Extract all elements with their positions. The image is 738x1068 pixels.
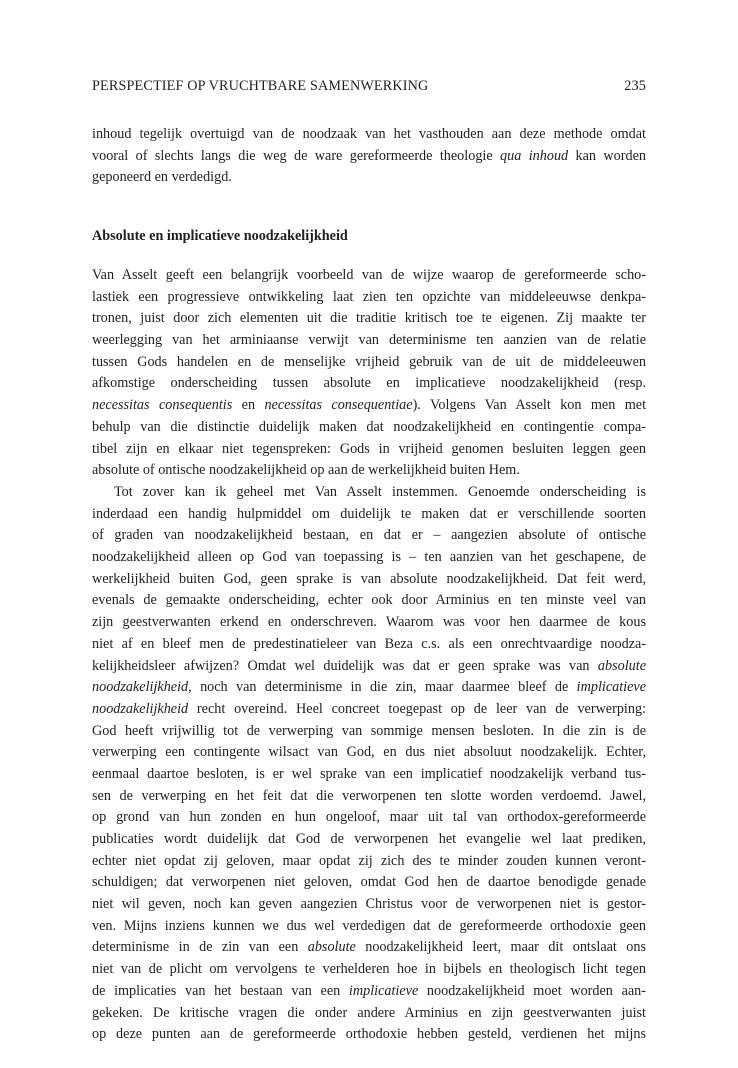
p2-line-11-italic: noodzakelijkheid [92, 700, 189, 717]
p1-line-7-italic-2: necessitas consequentiae [264, 397, 413, 414]
p1-line-6: afkomstige onderscheiding tussen absolute en implicatieve noodzakelijkheid (resp. [92, 375, 646, 392]
p2-line-9-a: kelijkheidsleer afwijzen? Omdat wel duidelijk was dat er geen sprake was van [92, 657, 598, 674]
intro-line-2-italic: qua inhoud [500, 147, 569, 164]
intro-line-3: geponeerd en verdedigd. [92, 169, 232, 186]
p1-line-2: lastiek een progressieve ontwikkeling laat zien ten opzichte van middeleeuwse denkpa- [92, 288, 646, 305]
p2-line-24-a: de implicaties van het bestaan van een [92, 982, 349, 999]
page-number: 235 [624, 78, 646, 94]
p2-line-16: op grond van hun zonden en hun ongeloof, maar uit tal van orthodox-gereformeerde [92, 809, 646, 826]
p2-line-8: niet af en bleef men de predestinatieleer van Beza c.s. als een onrechtvaardige noodza- [92, 635, 646, 652]
p2-line-5: werkelijkheid buiten God, geen sprake is van absolute noodzakelijkheid. Dat feit werd, [92, 570, 646, 587]
p1-line-7 [92, 395, 646, 417]
p2-line-12: God heeft vrijwillig tot de verwerping van sommige mensen besloten. In die zin is de [92, 722, 646, 739]
p2-line-10-italic-1: noodzakelijkheid [92, 679, 189, 696]
p2-line-24-c: noodzakelijkheid moet worden aan- [418, 982, 646, 999]
p2-line-22-c: noodzakelijkheid leert, maar dit ontslaat ons [355, 939, 647, 956]
intro-paragraph [92, 124, 646, 189]
p2-line-10-italic-2: implicatieve [576, 679, 646, 696]
p1-line-1: Van Asselt geeft een belangrijk voorbeeld van de wijze waarop de gereformeerde scho- [92, 267, 646, 283]
paragraph-1 [92, 265, 646, 482]
p2-line-10 [92, 677, 646, 699]
p2-line-26: op deze punten aan de gereformeerde orthodoxie hebben gesteld, verdienen het mijns [92, 1026, 646, 1043]
p2-line-10-b: , noch van determinisme in die zin, maar daarmee bleef de [188, 679, 577, 696]
p2-line-1: Tot zover kan ik geheel met Van Asselt instemmen. Genoemde onderscheiding is [114, 484, 646, 500]
p2-line-22-a: determinisme in de zin van een [92, 939, 308, 956]
intro-line-2-a: vooral of slechts langs die weg de ware gereformeerde theologie [92, 147, 501, 164]
p1-line-4: weerlegging van het arminiaanse verwijt van determinisme ten aanzien van de relatie [92, 332, 646, 349]
p2-line-9-italic: absolute [597, 657, 646, 674]
p1-line-7-d: ). Volgens Van Asselt kon men met [412, 397, 647, 414]
p1-line-10: absolute of ontische noodzakelijkheid op aan de werkelijkheid buiten Hem. [92, 462, 520, 479]
section-heading: Absolute en implicatieve noodzakelijkheid [92, 228, 348, 244]
p2-line-2: inderdaad een handig hulpmiddel om duidelijk te maken dat er verschillende soorten [92, 505, 646, 522]
p2-line-20: niet wil geven, noch kan geven aangezien Christus voor de verworpenen niet is gestor- [92, 896, 646, 913]
p1-line-7-italic-1: necessitas consequentis [92, 397, 233, 414]
p2-line-9 [92, 656, 646, 678]
p2-line-7: zijn geestverwanten erkend en onderschreven. Waarom was voor hen daarmee de kous [92, 614, 646, 631]
p1-line-3: tronen, juist door zich elementen uit die traditie kritisch toe te eigenen. Zij maakte ter [92, 310, 646, 327]
intro-line-2 [92, 146, 646, 168]
p2-line-21: ven. Mijns inziens kunnen we dus wel verdedigen dat de gereformeerde orthodoxie geen [92, 917, 646, 934]
p2-line-22-italic: absolute [307, 939, 356, 956]
running-head [92, 78, 646, 100]
intro-line-2-c: kan worden [568, 147, 646, 164]
p2-line-25: gekeken. De kritische vragen die onder andere Arminius en zijn geestverwanten juist [92, 1004, 646, 1021]
running-head-title: PERSPECTIEF OP VRUCHTBARE SAMENWERKING [92, 78, 429, 94]
p2-line-24-italic: implicatieve [348, 982, 419, 999]
intro-line-1: inhoud tegelijk overtuigd van de noodzaak van het vasthouden aan deze methode omdat [92, 126, 646, 142]
p1-line-8: behulp van die distinctie duidelijk maken dat noodzakelijkheid en contingentie compa- [92, 418, 646, 435]
p2-line-11-b: recht overeind. Heel concreet toegepast op de leer van de verwerping: [188, 700, 646, 717]
p2-line-6: evenals de gemaakte onderscheiding, echter ook door Arminius en ten minste veel van [92, 592, 646, 609]
p2-line-13: verwerping een contingente wilsact van God, en dus niet absoluut noodzakelijk. Echter, [92, 744, 646, 761]
p2-line-4: noodzakelijkheid alleen op God van toepassing is – ten aanzien van het geschapene, de [92, 549, 646, 566]
p1-line-9: tibel zijn en elkaar niet tegenspreken: Gods in vrijheid genomen besluiten leggen geen [92, 440, 646, 457]
paragraph-2 [92, 482, 646, 1046]
p2-line-19: schuldigen; dat verworpenen niet geloven, omdat God hen de daartoe benodigde genade [92, 874, 646, 891]
p2-line-3: of graden van noodzakelijkheid bestaan, en dat er – aangezien absolute of ontische [92, 527, 646, 544]
p1-line-5: tussen Gods handelen en de menselijke vrijheid gebruik van de uit de middeleeuwen [92, 353, 646, 370]
p2-line-22 [92, 937, 646, 959]
p1-line-7-b: en [232, 397, 265, 414]
p2-line-18: echter niet opdat zij geloven, maar opdat zij zich des te minder zouden kunnen veront- [92, 852, 646, 869]
p2-line-14: eenmaal daartoe besloten, is er wel sprake van een implicatief noodzakelijk verband tus- [92, 765, 646, 782]
p2-line-24 [92, 981, 646, 1003]
p2-line-11 [92, 699, 646, 721]
p2-line-15: sen de verwerping en het feit dat die verworpenen ten slotte worden verdoemd. Jawel, [92, 787, 646, 804]
p2-line-17: publicaties wordt duidelijk dat God de verworpenen het evangelie wel laat prediken, [92, 831, 646, 847]
p2-line-23: niet van de plicht om vervolgens te verhelderen hoe in bijbels en theologisch licht tegen [92, 961, 646, 978]
